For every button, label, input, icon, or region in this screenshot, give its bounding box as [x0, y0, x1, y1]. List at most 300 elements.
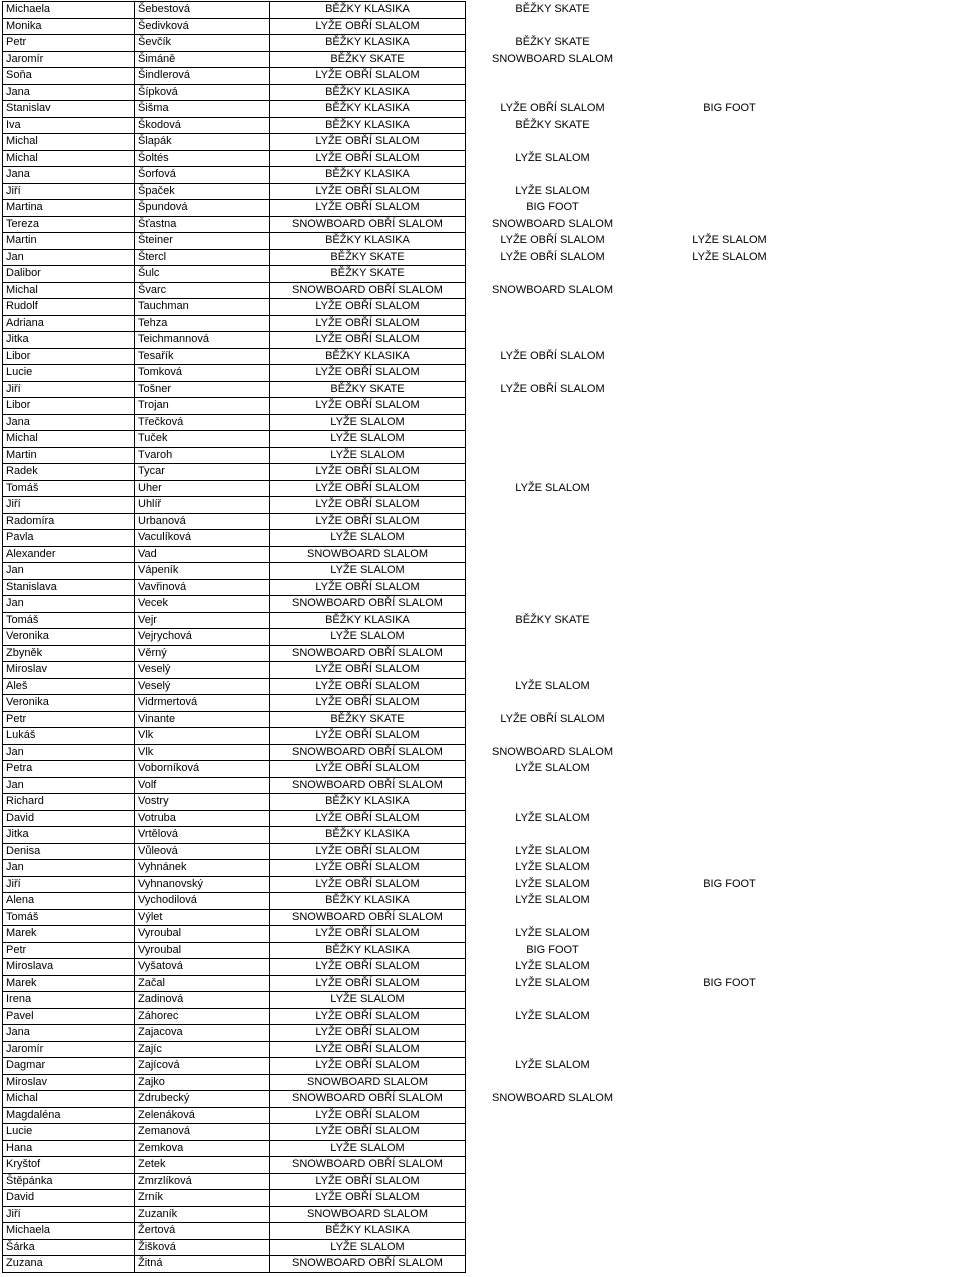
discipline-2-cell — [466, 546, 640, 563]
discipline-3-cell — [640, 398, 820, 415]
discipline-1-cell: LYŽE SLALOM — [270, 1140, 466, 1157]
discipline-2-cell — [466, 1107, 640, 1124]
first-name-cell: Richard — [3, 794, 135, 811]
first-name-cell: Aleš — [3, 678, 135, 695]
first-name-cell: Adriana — [3, 315, 135, 332]
discipline-3-cell — [640, 744, 820, 761]
table-row — [3, 1008, 820, 1025]
first-name-cell: Jaromír — [3, 1041, 135, 1058]
discipline-2-cell — [466, 794, 640, 811]
discipline-2-cell — [466, 992, 640, 1009]
discipline-2-cell — [466, 645, 640, 662]
table-row — [3, 794, 820, 811]
discipline-1-cell: BĚŽKY KLASIKA — [270, 84, 466, 101]
last-name-cell: Zajíc — [135, 1041, 270, 1058]
discipline-2-cell: BIG FOOT — [526, 201, 579, 214]
discipline-3-cell — [640, 134, 820, 151]
discipline-3-cell — [640, 365, 820, 382]
discipline-3-cell — [640, 513, 820, 530]
table-row — [3, 464, 820, 481]
table-row — [3, 84, 820, 101]
first-name-cell: Jan — [3, 596, 135, 613]
first-name-cell: Michal — [3, 134, 135, 151]
first-name-cell: Jiří — [3, 876, 135, 893]
discipline-2-cell: SNOWBOARD SLALOM — [491, 217, 614, 230]
discipline-3-cell — [640, 563, 820, 580]
last-name-cell: Voborníková — [135, 761, 270, 778]
discipline-3-cell — [640, 794, 820, 811]
discipline-1-cell: LYŽE SLALOM — [270, 530, 466, 547]
last-name-cell: Špundová — [135, 200, 270, 217]
last-name-cell: Vyhnanovský — [135, 876, 270, 893]
last-name-cell: Volf — [135, 777, 270, 794]
discipline-3-cell — [640, 183, 820, 200]
table-row — [3, 447, 820, 464]
discipline-3-cell — [640, 150, 820, 167]
last-name-cell: Tesařík — [135, 348, 270, 365]
discipline-2-cell — [466, 563, 640, 580]
table-row — [3, 959, 820, 976]
table-row — [3, 579, 820, 596]
last-name-cell: Žišková — [135, 1239, 270, 1256]
last-name-cell: Vyroubal — [135, 942, 270, 959]
discipline-2-cell — [466, 1074, 640, 1091]
table-row — [3, 645, 820, 662]
discipline-1-cell: BĚŽKY KLASIKA — [270, 612, 466, 629]
discipline-2-cell — [466, 530, 640, 547]
first-name-cell: David — [3, 810, 135, 827]
discipline-1-cell: LYŽE OBŘÍ SLALOM — [270, 843, 466, 860]
last-name-cell: Tycar — [135, 464, 270, 481]
discipline-2-cell: LYŽE SLALOM — [515, 1059, 590, 1072]
table-row — [3, 117, 820, 134]
last-name-cell: Zrník — [135, 1190, 270, 1207]
discipline-3-cell — [640, 1107, 820, 1124]
discipline-1-cell: LYŽE OBŘÍ SLALOM — [270, 662, 466, 679]
discipline-3-cell — [640, 645, 820, 662]
last-name-cell: Uher — [135, 480, 270, 497]
first-name-cell: Jitka — [3, 827, 135, 844]
discipline-2-cell: LYŽE SLALOM — [515, 762, 590, 775]
discipline-2-cell — [466, 777, 640, 794]
discipline-2-cell: LYŽE SLALOM — [515, 877, 590, 890]
first-name-cell: Monika — [3, 18, 135, 35]
discipline-2-cell — [466, 68, 640, 85]
last-name-cell: Tošner — [135, 381, 270, 398]
discipline-2-cell: SNOWBOARD SLALOM — [491, 283, 614, 296]
table-row — [3, 497, 820, 514]
discipline-1-cell: LYŽE OBŘÍ SLALOM — [270, 332, 466, 349]
first-name-cell: Hana — [3, 1140, 135, 1157]
discipline-2-cell: SNOWBOARD SLALOM — [491, 1092, 614, 1105]
first-name-cell: Irena — [3, 992, 135, 1009]
discipline-1-cell: SNOWBOARD OBŘÍ SLALOM — [270, 777, 466, 794]
discipline-3-cell — [640, 827, 820, 844]
table-row — [3, 1140, 820, 1157]
discipline-2-cell — [466, 315, 640, 332]
first-name-cell: Štěpánka — [3, 1173, 135, 1190]
last-name-cell: Tuček — [135, 431, 270, 448]
table-row — [3, 596, 820, 613]
discipline-1-cell: LYŽE OBŘÍ SLALOM — [270, 810, 466, 827]
discipline-2-cell: BĚŽKY SKATE — [515, 118, 590, 131]
discipline-1-cell: LYŽE OBŘÍ SLALOM — [270, 678, 466, 695]
discipline-1-cell: LYŽE OBŘÍ SLALOM — [270, 959, 466, 976]
table-row — [3, 1074, 820, 1091]
first-name-cell: Jan — [3, 860, 135, 877]
discipline-3-cell — [640, 1239, 820, 1256]
discipline-3-cell — [640, 711, 820, 728]
discipline-1-cell: LYŽE SLALOM — [270, 414, 466, 431]
table-row — [3, 1206, 820, 1223]
first-name-cell: Veronika — [3, 629, 135, 646]
discipline-3-cell: BIG FOOT — [703, 877, 756, 890]
discipline-1-cell: LYŽE OBŘÍ SLALOM — [270, 695, 466, 712]
first-name-cell: Radek — [3, 464, 135, 481]
first-name-cell: Marek — [3, 926, 135, 943]
discipline-2-cell — [466, 596, 640, 613]
discipline-1-cell: BĚŽKY SKATE — [270, 711, 466, 728]
discipline-3-cell — [640, 546, 820, 563]
discipline-3-cell — [640, 1157, 820, 1174]
discipline-2-cell — [466, 827, 640, 844]
discipline-1-cell: LYŽE OBŘÍ SLALOM — [270, 398, 466, 415]
table-row — [3, 348, 820, 365]
last-name-cell: Vavřinová — [135, 579, 270, 596]
discipline-1-cell: LYŽE OBŘÍ SLALOM — [270, 18, 466, 35]
last-name-cell: Škodová — [135, 117, 270, 134]
discipline-3-cell — [640, 1256, 820, 1273]
last-name-cell: Špaček — [135, 183, 270, 200]
table-row — [3, 827, 820, 844]
table-row — [3, 1091, 820, 1108]
discipline-1-cell: LYŽE SLALOM — [270, 629, 466, 646]
table-row — [3, 926, 820, 943]
discipline-1-cell: LYŽE OBŘÍ SLALOM — [270, 975, 466, 992]
table-row — [3, 761, 820, 778]
first-name-cell: Miroslav — [3, 662, 135, 679]
table-row — [3, 51, 820, 68]
discipline-3-cell — [640, 35, 820, 52]
last-name-cell: Štercl — [135, 249, 270, 266]
last-name-cell: Vychodilová — [135, 893, 270, 910]
table-row — [3, 662, 820, 679]
table-row — [3, 777, 820, 794]
table-row — [3, 843, 820, 860]
discipline-1-cell: LYŽE OBŘÍ SLALOM — [270, 1008, 466, 1025]
discipline-3-cell — [640, 942, 820, 959]
discipline-3-cell — [640, 282, 820, 299]
discipline-3-cell: BIG FOOT — [703, 976, 756, 989]
table-row — [3, 744, 820, 761]
first-name-cell: Stanislav — [3, 101, 135, 118]
discipline-3-cell — [640, 662, 820, 679]
discipline-1-cell: SNOWBOARD OBŘÍ SLALOM — [270, 216, 466, 233]
discipline-3-cell — [640, 579, 820, 596]
table-row — [3, 381, 820, 398]
table-row — [3, 167, 820, 184]
discipline-2-cell: BIG FOOT — [526, 943, 579, 956]
last-name-cell: Šindlerová — [135, 68, 270, 85]
table-row — [3, 513, 820, 530]
discipline-1-cell: BĚŽKY SKATE — [270, 381, 466, 398]
first-name-cell: Lucie — [3, 1124, 135, 1141]
last-name-cell: Vidrmertová — [135, 695, 270, 712]
last-name-cell: Žitná — [135, 1256, 270, 1273]
discipline-2-cell — [466, 513, 640, 530]
first-name-cell: Zuzana — [3, 1256, 135, 1273]
discipline-1-cell: BĚŽKY KLASIKA — [270, 117, 466, 134]
discipline-2-cell — [466, 134, 640, 151]
table-row — [3, 18, 820, 35]
discipline-3-cell — [640, 1008, 820, 1025]
discipline-1-cell: BĚŽKY KLASIKA — [270, 794, 466, 811]
discipline-2-cell — [466, 398, 640, 415]
discipline-3-cell — [640, 497, 820, 514]
first-name-cell: Pavla — [3, 530, 135, 547]
first-name-cell: Jana — [3, 167, 135, 184]
discipline-2-cell — [466, 1025, 640, 1042]
discipline-1-cell: BĚŽKY KLASIKA — [270, 827, 466, 844]
first-name-cell: Rudolf — [3, 299, 135, 316]
last-name-cell: Šišma — [135, 101, 270, 118]
discipline-2-cell: LYŽE SLALOM — [515, 927, 590, 940]
last-name-cell: Vostry — [135, 794, 270, 811]
table-row — [3, 150, 820, 167]
discipline-2-cell — [466, 1223, 640, 1240]
last-name-cell: Teichmannová — [135, 332, 270, 349]
last-name-cell: Votruba — [135, 810, 270, 827]
discipline-1-cell: BĚŽKY KLASIKA — [270, 233, 466, 250]
first-name-cell: Martina — [3, 200, 135, 217]
discipline-3-cell — [640, 810, 820, 827]
last-name-cell: Zemanová — [135, 1124, 270, 1141]
discipline-1-cell: LYŽE OBŘÍ SLALOM — [270, 299, 466, 316]
discipline-1-cell: LYŽE SLALOM — [270, 563, 466, 580]
discipline-2-cell — [466, 1256, 640, 1273]
discipline-1-cell: SNOWBOARD OBŘÍ SLALOM — [270, 1091, 466, 1108]
discipline-3-cell — [640, 1041, 820, 1058]
table-row — [3, 975, 820, 992]
last-name-cell: Vlk — [135, 744, 270, 761]
first-name-cell: Libor — [3, 398, 135, 415]
first-name-cell: Petr — [3, 942, 135, 959]
discipline-1-cell: LYŽE OBŘÍ SLALOM — [270, 1107, 466, 1124]
discipline-3-cell — [640, 117, 820, 134]
last-name-cell: Zajícová — [135, 1058, 270, 1075]
discipline-2-cell: LYŽE SLALOM — [515, 811, 590, 824]
discipline-2-cell: LYŽE SLALOM — [515, 481, 590, 494]
first-name-cell: Alexander — [3, 546, 135, 563]
table-row — [3, 876, 820, 893]
first-name-cell: Michaela — [3, 2, 135, 19]
discipline-2-cell — [466, 1239, 640, 1256]
discipline-3-cell — [640, 678, 820, 695]
first-name-cell: Pavel — [3, 1008, 135, 1025]
discipline-2-cell: LYŽE SLALOM — [515, 976, 590, 989]
discipline-3-cell — [640, 612, 820, 629]
first-name-cell: Jan — [3, 744, 135, 761]
last-name-cell: Výlet — [135, 909, 270, 926]
last-name-cell: Tauchman — [135, 299, 270, 316]
table-row — [3, 216, 820, 233]
discipline-1-cell: SNOWBOARD OBŘÍ SLALOM — [270, 645, 466, 662]
first-name-cell: Jan — [3, 249, 135, 266]
table-row — [3, 893, 820, 910]
discipline-3-cell — [640, 414, 820, 431]
discipline-2-cell: LYŽE SLALOM — [515, 861, 590, 874]
first-name-cell: Marek — [3, 975, 135, 992]
last-name-cell: Žertová — [135, 1223, 270, 1240]
first-name-cell: David — [3, 1190, 135, 1207]
discipline-1-cell: BĚŽKY SKATE — [270, 249, 466, 266]
table-row — [3, 678, 820, 695]
table-row — [3, 1124, 820, 1141]
discipline-3-cell — [640, 1074, 820, 1091]
table-row — [3, 530, 820, 547]
discipline-2-cell — [466, 728, 640, 745]
first-name-cell: Tomáš — [3, 480, 135, 497]
discipline-2-cell — [466, 1140, 640, 1157]
discipline-3-cell — [640, 1025, 820, 1042]
first-name-cell: Petra — [3, 761, 135, 778]
first-name-cell: Dagmar — [3, 1058, 135, 1075]
discipline-3-cell: BIG FOOT — [703, 102, 756, 115]
table-row — [3, 909, 820, 926]
table-row — [3, 68, 820, 85]
first-name-cell: Petr — [3, 35, 135, 52]
discipline-3-cell — [640, 1091, 820, 1108]
discipline-3-cell — [640, 464, 820, 481]
last-name-cell: Zemkova — [135, 1140, 270, 1157]
discipline-1-cell: SNOWBOARD OBŘÍ SLALOM — [270, 1157, 466, 1174]
table-row — [3, 1025, 820, 1042]
first-name-cell: Miroslava — [3, 959, 135, 976]
last-name-cell: Věrný — [135, 645, 270, 662]
discipline-2-cell — [466, 579, 640, 596]
discipline-2-cell: SNOWBOARD SLALOM — [491, 52, 614, 65]
first-name-cell: Stanislava — [3, 579, 135, 596]
table-row — [3, 101, 820, 118]
discipline-1-cell: LYŽE OBŘÍ SLALOM — [270, 365, 466, 382]
discipline-3-cell — [640, 530, 820, 547]
table-row — [3, 810, 820, 827]
last-name-cell: Vrtělová — [135, 827, 270, 844]
discipline-3-cell — [640, 1190, 820, 1207]
discipline-3-cell — [640, 68, 820, 85]
last-name-cell: Vaculíková — [135, 530, 270, 547]
discipline-2-cell: LYŽE SLALOM — [515, 1009, 590, 1022]
first-name-cell: Jiří — [3, 497, 135, 514]
discipline-2-cell — [466, 167, 640, 184]
table-row — [3, 233, 820, 250]
discipline-1-cell: BĚŽKY KLASIKA — [270, 1223, 466, 1240]
first-name-cell: Petr — [3, 711, 135, 728]
discipline-2-cell — [466, 629, 640, 646]
discipline-1-cell: LYŽE OBŘÍ SLALOM — [270, 497, 466, 514]
table-row — [3, 398, 820, 415]
discipline-2-cell: LYŽE SLALOM — [515, 960, 590, 973]
first-name-cell: Libor — [3, 348, 135, 365]
last-name-cell: Vinante — [135, 711, 270, 728]
first-name-cell: Martin — [3, 233, 135, 250]
discipline-1-cell: LYŽE OBŘÍ SLALOM — [270, 464, 466, 481]
discipline-3-cell — [640, 431, 820, 448]
last-name-cell: Vejr — [135, 612, 270, 629]
last-name-cell: Zajacova — [135, 1025, 270, 1042]
table-row — [3, 431, 820, 448]
discipline-1-cell: SNOWBOARD OBŘÍ SLALOM — [270, 1256, 466, 1273]
last-name-cell: Šulc — [135, 266, 270, 283]
discipline-1-cell: LYŽE OBŘÍ SLALOM — [270, 134, 466, 151]
discipline-1-cell: LYŽE OBŘÍ SLALOM — [270, 876, 466, 893]
last-name-cell: Zadinová — [135, 992, 270, 1009]
discipline-3-cell — [640, 315, 820, 332]
last-name-cell: Vyšatová — [135, 959, 270, 976]
discipline-2-cell: LYŽE SLALOM — [515, 844, 590, 857]
discipline-1-cell: BĚŽKY KLASIKA — [270, 35, 466, 52]
table-row — [3, 1058, 820, 1075]
discipline-2-cell: LYŽE OBŘÍ SLALOM — [500, 234, 605, 247]
discipline-2-cell: LYŽE OBŘÍ SLALOM — [500, 250, 605, 263]
table-row — [3, 35, 820, 52]
table-row — [3, 365, 820, 382]
discipline-2-cell: BĚŽKY SKATE — [515, 613, 590, 626]
first-name-cell: Michal — [3, 150, 135, 167]
first-name-cell: Jan — [3, 777, 135, 794]
last-name-cell: Zmrzlíková — [135, 1173, 270, 1190]
table-row — [3, 860, 820, 877]
discipline-2-cell — [466, 909, 640, 926]
table-body — [3, 2, 820, 1273]
first-name-cell: Denisa — [3, 843, 135, 860]
discipline-1-cell: LYŽE SLALOM — [270, 431, 466, 448]
discipline-3-cell — [640, 959, 820, 976]
last-name-cell: Veselý — [135, 662, 270, 679]
table-row — [3, 249, 820, 266]
first-name-cell: Veronika — [3, 695, 135, 712]
discipline-3-cell — [640, 1223, 820, 1240]
discipline-1-cell: LYŽE SLALOM — [270, 447, 466, 464]
discipline-3-cell — [640, 1058, 820, 1075]
discipline-2-cell: LYŽE SLALOM — [515, 151, 590, 164]
discipline-2-cell — [466, 1124, 640, 1141]
discipline-2-cell — [466, 695, 640, 712]
table-row — [3, 1223, 820, 1240]
table-row — [3, 315, 820, 332]
registration-table — [2, 1, 820, 1273]
discipline-1-cell: LYŽE OBŘÍ SLALOM — [270, 579, 466, 596]
first-name-cell: Miroslav — [3, 1074, 135, 1091]
discipline-1-cell: LYŽE OBŘÍ SLALOM — [270, 1025, 466, 1042]
discipline-1-cell: SNOWBOARD OBŘÍ SLALOM — [270, 282, 466, 299]
discipline-1-cell: LYŽE OBŘÍ SLALOM — [270, 1173, 466, 1190]
last-name-cell: Zdrubecký — [135, 1091, 270, 1108]
discipline-1-cell: LYŽE OBŘÍ SLALOM — [270, 480, 466, 497]
discipline-2-cell — [466, 1206, 640, 1223]
first-name-cell: Martin — [3, 447, 135, 464]
discipline-3-cell — [640, 18, 820, 35]
first-name-cell: Tomáš — [3, 909, 135, 926]
table-row — [3, 299, 820, 316]
discipline-3-cell — [640, 84, 820, 101]
discipline-1-cell: LYŽE OBŘÍ SLALOM — [270, 200, 466, 217]
discipline-3-cell — [640, 909, 820, 926]
first-name-cell: Tereza — [3, 216, 135, 233]
discipline-3-cell — [640, 1173, 820, 1190]
discipline-2-cell: LYŽE SLALOM — [515, 679, 590, 692]
last-name-cell: Trojan — [135, 398, 270, 415]
